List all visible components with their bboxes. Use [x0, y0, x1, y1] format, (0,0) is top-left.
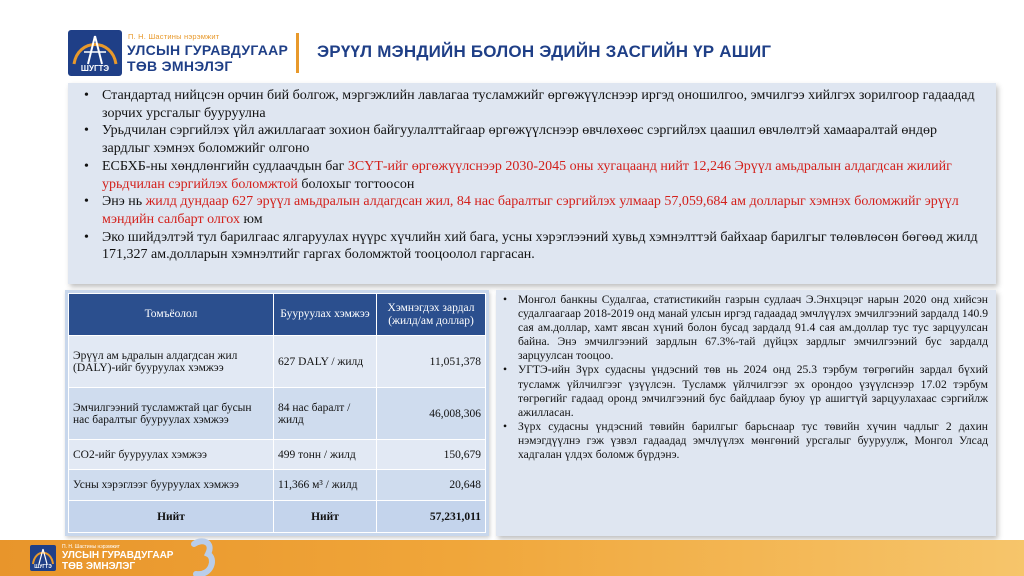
table-cell: Эрүүл ам ьдралын алдагдсан жил (DALY)-ийг бууруулах хэмжээ — [69, 336, 274, 388]
table-cell: 20,648 — [377, 470, 486, 501]
table-cell: СО2-ийг бууруулах хэмжээ — [69, 440, 274, 470]
highlighted-text: ЗСҮТ-ийг өргөжүүлснээр 2030-2045 оны хугацаанд нийт 12,246 Эрүүл амьдралын алдагдсан жилийг урьдчилан сэргийлэх боломжтой — [102, 158, 952, 192]
bullet-text: ЕСБХБ-ны хөндлөнгийн судлаачдын баг — [102, 158, 348, 174]
table-cell: 499 тонн / жилд — [274, 440, 377, 470]
table-cell: Усны хэрэглээг бууруулах хэмжээ — [69, 470, 274, 501]
list-item — [84, 87, 986, 122]
bullet-text: Стандартад нийцсэн орчин бий болгож, мэргэжлийн лавлагаа тусламжийг өргөжүүлснээр иргэд оношилгоо, эмчилгээ хийлгэх зорилгоор гадаадад зорчих урсгалыг бууруулна — [102, 88, 975, 121]
list-item — [84, 229, 986, 264]
bullet-text: Урьдчилан сэргийлэх үйл ажиллагаат зохион байгуулалттайгаар өргөжүүлснээр өвчлөхөөс сэргийлэх цаашил өвчлөлтэй хамааралтай өндөр зардлыг хэмнэх боломжийг олгоно — [102, 123, 937, 157]
table-cell: 84 нас баралт / жилд — [274, 388, 377, 440]
table-row — [69, 336, 486, 388]
bullet-text: болохыг тогтоосон — [297, 176, 415, 192]
table-cell: 627 DALY / жилд — [274, 336, 377, 388]
savings-table-panel — [65, 290, 489, 536]
key-points-list — [84, 87, 986, 264]
research-notes-list — [502, 293, 988, 462]
org-small-name: П. Н. Шастины нэрэмжит — [128, 32, 220, 41]
table-total-row — [69, 501, 486, 533]
table-header-row — [69, 294, 486, 336]
footer-org-line1: УЛСЫН ГУРАВДУГААР — [62, 550, 174, 561]
footer-logo-caption: ШУГТЭ — [34, 564, 52, 570]
org-name-line1: УЛСЫН ГУРАВДУГААР — [127, 42, 289, 58]
table-cell: Эмчилгээний тусламжтай цаг бусын нас баралтыг бууруулах хэмжээ — [69, 388, 274, 440]
header-divider — [296, 33, 299, 73]
savings-table — [68, 293, 486, 533]
number-three-mark-icon — [188, 536, 218, 576]
list-item — [84, 158, 986, 193]
total-value: 57,231,011 — [377, 501, 486, 533]
slide-title: ЭРҮҮЛ МЭНДИЙН БОЛОН ЭДИЙН ЗАСГИЙН ҮР АШИГ — [317, 42, 772, 61]
table-cell: 46,008,306 — [377, 388, 486, 440]
list-item: • Зүрх судасны үндэсний төвийн барилгыг барьснаар тус төвийн хүчин чадлыг 2 дахин нэмэгдүүлнэ гэж үзвэл гадаадад эмчлүүлэх мөнгөний урсгалыг бууруулж, Монгол Улсад хадгалан үлдэх боломж бүрдэнэ. — [502, 420, 988, 462]
table-row — [69, 388, 486, 440]
org-name-line2: ТӨВ ЭМНЭЛЭГ — [127, 58, 233, 74]
footer-org-small: П. Н. Шастины нэрэмжит — [62, 544, 120, 550]
bullet-text: Эко шийдэлтэй тул барилгаас ялгаруулах нүүрс хүчлийн хий бага, усны хэрэглээний хувьд хэмнэлттэй байхаар барилгыг төлөвлөсөн бөгөөд жилд 171,327 ам.долларын хэмнэлтийг гаргах боломжтой тооцоолол гаргасан. — [102, 229, 978, 263]
table-cell: 11,051,378 — [377, 336, 486, 388]
list-item: • Монгол банкны Судалгаа, статистикийн газрын судлаач Э.Энхцэцэг нарын 2020 онд хийсэн судалгаагаар 2018-2019 онд манай улсын иргэд гадаадад эмчлүүлэх эмчилгээний зардалд 140.9 сая ам.доллар, хамт явсан хүний болон бусад зардалд 91.4 сая ам.доллар тус тус зарцуулсан байна. Энэ эмчилгээний зардлын 67.3%-тай дүйцэх зардлыг эмчилгээний бус зардалд зарцуулсан тооцоо. — [502, 293, 988, 363]
research-notes-panel — [496, 290, 996, 536]
hospital-logo-icon — [68, 30, 122, 76]
table-row — [69, 470, 486, 501]
bullet-text: юм — [239, 211, 263, 227]
column-header-savings: Хэмнэгдэх зардал (жилд/ам доллар) — [377, 294, 486, 336]
bullet-text: Энэ нь — [102, 194, 146, 210]
column-header-reduction: Бууруулах хэмжээ — [274, 294, 377, 336]
footer-org-line2: ТӨВ ЭМНЭЛЭГ — [62, 561, 136, 572]
list-item — [84, 122, 986, 157]
footer-logo-icon — [30, 545, 56, 571]
list-item — [84, 193, 986, 228]
footer-bar — [0, 540, 1024, 576]
key-points-panel — [68, 83, 996, 284]
total-label: Нийт — [69, 501, 274, 533]
total-label: Нийт — [274, 501, 377, 533]
highlighted-text: жилд дундаар 627 эрүүл амьдралын алдагдсан жил, 84 нас баралтыг сэргийлэх улмаар 57,059,684 ам долларыг хэмнэх боломжийг эрүүл мэндийн салбарт олгох — [102, 194, 959, 227]
table-cell: 11,366 м³ / жилд — [274, 470, 377, 501]
column-header-formulation: Томъёолол — [69, 294, 274, 336]
list-item: • УГТЭ-ийн Зүрх судасны үндэсний төв нь 2024 онд 25.3 тэрбум төгрөгийн зардал бүхий тусламж үйлчилгээг үзүүлсэн. Тусламж үйлчилгээг эх орондоо үзүүлснээр 17.02 тэрбум төгрөгийг гадаад оронд эмчилгээний бус байдлаар буюу үр ашигтүй зарцуулахаас сэргийлж ажилласан. — [502, 363, 988, 419]
table-cell: 150,679 — [377, 440, 486, 470]
table-row — [69, 440, 486, 470]
logo-caption: ШУГТЭ — [80, 64, 110, 73]
